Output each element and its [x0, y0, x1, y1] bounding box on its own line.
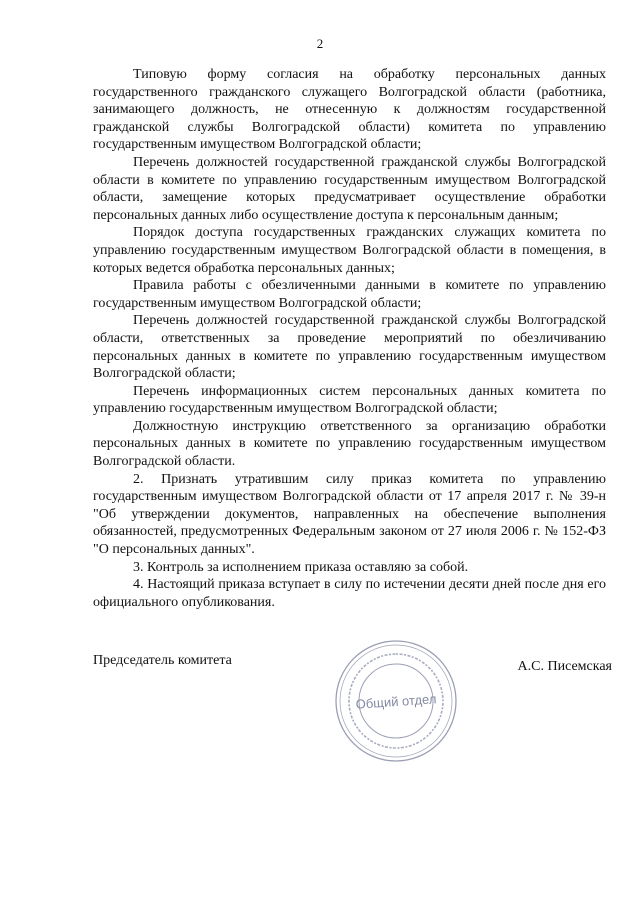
paragraph-repeal-order: 2. Признать утратившим силу приказ комитета по управлению государственным имуществом Волгоградской области от 17 апреля 2017 г. № 39-н "Об утверждении документов, направленных на обеспечение выполнения обязанностей, предусмотренных Федеральным законом от 27 июля 2006 г. № 152-ФЗ "О персональных данных".: [93, 471, 606, 558]
paragraph-positions-list: Перечень должностей государственной гражданской службы Волгоградской области в комитете по управлению государственным имуществом Волгоградской области, замещение которых предусматривает осуществление обработки персональных данных либо осуществление доступа к персональным данным;: [93, 154, 606, 223]
paragraph-information-systems: Перечень информационных систем персональных данных комитета по управлению государственным имуществом Волгоградской области;: [93, 383, 606, 417]
document-body: [93, 66, 606, 611]
official-stamp: [333, 638, 459, 764]
paragraph-job-instruction: Должностную инструкцию ответственного за организацию обработки персональных данных в комитете по управлению государственным имуществом Волгоградской области.: [93, 418, 606, 470]
paragraph-entry-into-force: 4. Настоящий приказа вступает в силу по истечении десяти дней после дня его официального опубликования.: [93, 577, 606, 610]
paragraph-responsible-positions: Перечень должностей государственной гражданской службы Волгоградской области, ответственных за проведение мероприятий по обезличиванию персональных данных в комитете по управлению государственным имуществом Волгоградской области;: [93, 313, 606, 382]
stamp-center-text: Общий отдел: [355, 691, 437, 712]
page-number: 2: [316, 36, 324, 51]
paragraph-access-procedure: Порядок доступа государственных гражданских служащих комитета по управлению государственным имуществом Волгоградской области в помещения, в которых ведется обработка персональных данных;: [93, 225, 606, 276]
signer-name: А.С. Писемская: [517, 659, 612, 674]
paragraph-consent-form: Типовую форму согласия на обработку персональных данных государственного гражданского служащего Волгоградской области (работника, занимающего должность, не отнесенную к должностям государственной гражданской службы Волгоградской области) комитета по управлению государственным имуществом Волгоградской области;: [93, 67, 606, 153]
paragraph-anonymized-data-rules: Правила работы с обезличенными данными в комитете по управлению государственным имуществом Волгоградской области;: [93, 278, 606, 311]
paragraph-control: 3. Контроль за исполнением приказа оставляю за собой.: [133, 559, 469, 575]
signer-title: Председатель комитета: [93, 653, 232, 668]
signature-block: [0, 653, 640, 753]
